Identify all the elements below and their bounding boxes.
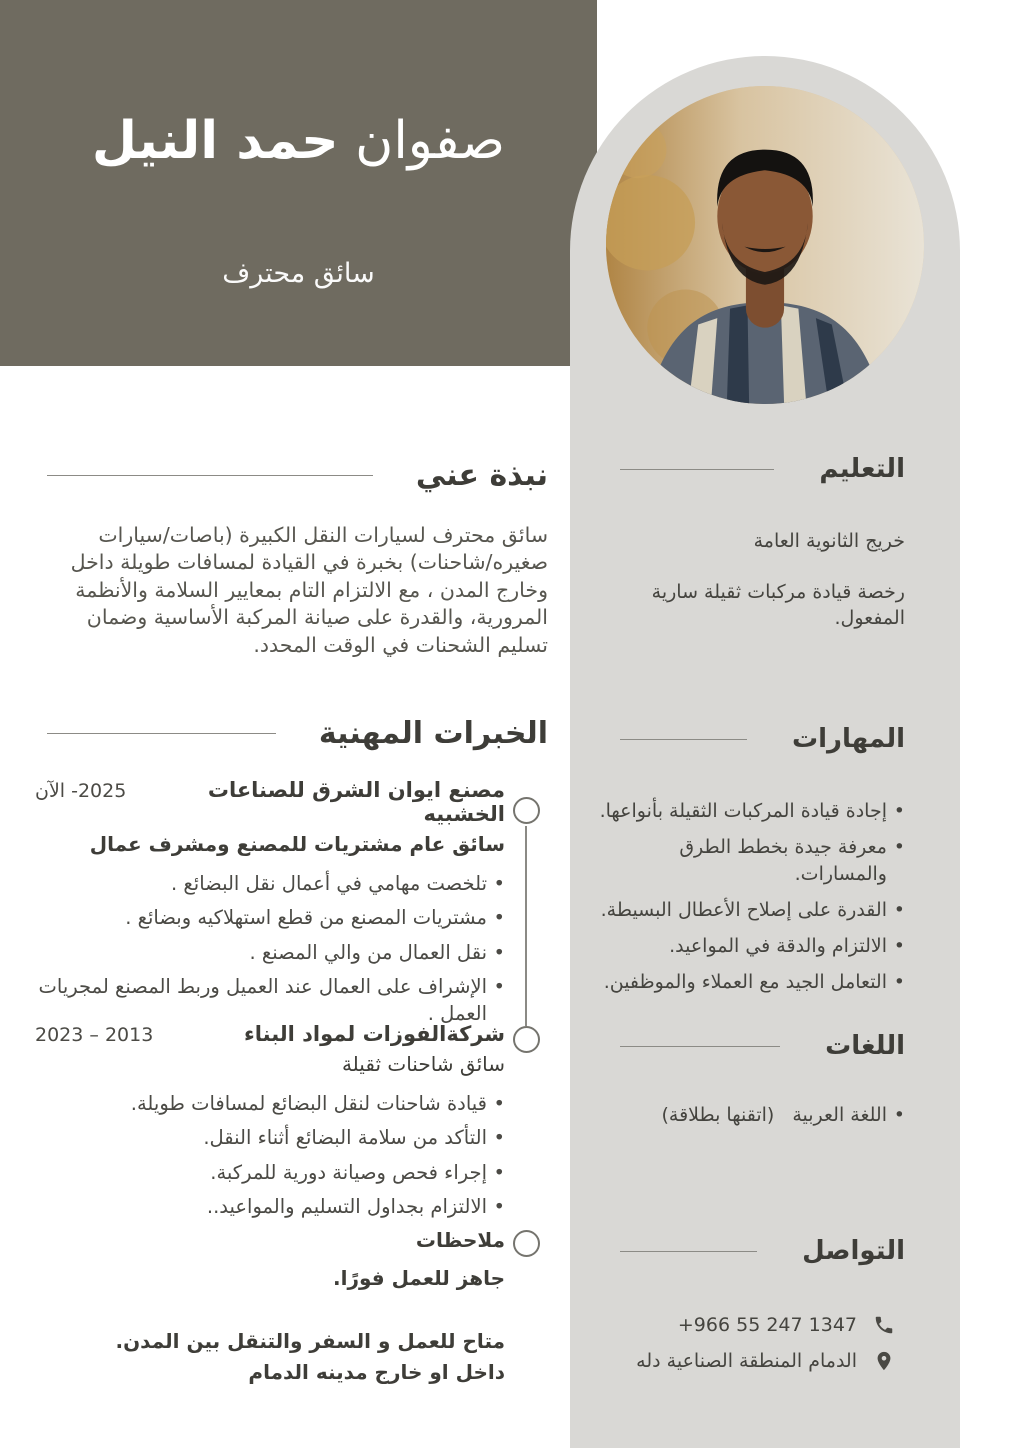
candidate-last-name: حمد النيل — [91, 111, 339, 171]
job1-role: سائق عام مشتريات للمصنع ومشرف عمال — [89, 832, 505, 856]
job1-duty: • تلخصت مهامي في أعمال نقل البضائع . — [35, 870, 505, 897]
skills-list — [598, 798, 905, 996]
job1-duties-list — [35, 870, 505, 1027]
about-title: نبذة عني — [415, 458, 548, 493]
language-name: • اللغة العربية — [792, 1104, 905, 1126]
sidebar — [570, 56, 960, 1448]
notes-mobility — [35, 1326, 505, 1388]
education-item: خريج الثانوية العامة — [753, 530, 905, 552]
job2-header — [35, 1022, 505, 1046]
address-text: الدمام المنطقة الصناعية دله — [636, 1350, 857, 1372]
language-item — [598, 1104, 905, 1126]
about-text: سائق محترف لسيارات النقل الكبيرة (باصات/سيارات صغيره/شاحنات) بخبرة في القيادة لمسافات طويلة داخل وخارج المدن ، مع الالتزام التام بمعايير السلامة والأنظمة المرورية، والقدرة على صيانة المركبة الأساسية وضمان تسليم الشحنات في الوقت المحدد. — [70, 523, 548, 657]
experience-entry-2 — [35, 1022, 505, 1227]
job2-company: شركةالفوزات لمواد البناء — [244, 1022, 505, 1046]
job1-duty: • الإشراف على العمال عند العميل وربط المصنع لمجريات العمل . — [35, 973, 505, 1028]
skills-section-header — [570, 724, 960, 754]
skills-section-body — [570, 798, 960, 1005]
profile-photo — [606, 86, 924, 404]
experience-rule — [47, 733, 276, 734]
job1-duty: • نقل العمال من والي المصنع . — [35, 939, 505, 966]
job2-duty: • التأكد من سلامة البضائع أثناء النقل. — [35, 1124, 505, 1151]
contact-address-row — [598, 1350, 905, 1372]
job2-dates: 2013 – 2023 — [35, 1024, 154, 1046]
job1-duty: • مشتريات المصنع من قطع استهلاكيه وبضائع . — [35, 904, 505, 931]
notes-mobility-line1: متاح للعمل و السفر والتنقل بين المدن. — [115, 1329, 505, 1353]
languages-title: اللغات — [825, 1031, 905, 1061]
education-section-body — [570, 528, 960, 656]
education-rule — [620, 469, 774, 470]
education-title: التعليم — [819, 454, 905, 484]
education-item: رخصة قيادة مركبات ثقيلة سارية المفعول. — [651, 580, 905, 630]
contact-title: التواصل — [802, 1236, 905, 1266]
job2-role: سائق شاحنات ثقيلة — [341, 1052, 505, 1076]
profile-photo-illustration — [606, 86, 924, 404]
skills-title: المهارات — [791, 724, 905, 754]
phone-number: +966 55 247 1347 — [677, 1314, 857, 1336]
contact-rule — [620, 1251, 757, 1252]
timeline-node-job2 — [513, 1026, 540, 1053]
candidate-first-name: صفوان — [355, 111, 506, 171]
skill-item: • الالتزام والدقة في المواعيد. — [598, 933, 905, 960]
header-block — [0, 0, 597, 366]
phone-icon — [873, 1314, 895, 1336]
job2-duty: • الالتزام بجداول التسليم والمواعيد.. — [35, 1193, 505, 1220]
job2-duty: • قيادة شاحنات لنقل البضائع لمسافات طويلة. — [35, 1090, 505, 1117]
skill-item: • معرفة جيدة بخطط الطرق والمسارات. — [598, 834, 905, 888]
contact-section-header — [570, 1236, 960, 1266]
candidate-name — [0, 112, 597, 172]
experience-section-header — [35, 716, 548, 751]
notes-title: ملاحظات — [415, 1228, 505, 1252]
job2-duty: • إجراء فحص وصيانة دورية للمركبة. — [35, 1159, 505, 1186]
language-level: (اتقنها بطلاقة) — [661, 1104, 775, 1126]
education-section-header — [570, 454, 960, 484]
skill-item: • التعامل الجيد مع العملاء والموظفين. — [598, 969, 905, 996]
job1-company: مصنع ايوان الشرق للصناعات الخشبيه — [207, 778, 505, 826]
timeline-node-job1 — [513, 797, 540, 824]
location-icon — [873, 1350, 895, 1372]
experience-title: الخبرات المهنية — [318, 716, 548, 751]
timeline-node-notes — [513, 1230, 540, 1257]
notes-availability: جاهز للعمل فورًا. — [333, 1266, 505, 1290]
contact-phone-row — [598, 1314, 905, 1336]
notes-mobility-line2: داخل او خارج مدينه الدمام — [248, 1360, 505, 1384]
skills-rule — [620, 739, 747, 740]
about-rule — [47, 475, 373, 476]
languages-section-header — [570, 1031, 960, 1061]
job-title: سائق محترف — [222, 258, 375, 289]
experience-entry-1 — [35, 778, 505, 1034]
about-section-header — [35, 458, 548, 493]
notes-section — [35, 1228, 505, 1388]
job1-dates: 2025- الآن — [35, 780, 127, 802]
skill-item: • إجادة قيادة المركبات الثقيلة بأنواعها. — [598, 798, 905, 825]
job2-duties-list — [35, 1090, 505, 1220]
skill-item: • القدرة على إصلاح الأعطال البسيطة. — [598, 897, 905, 924]
languages-rule — [620, 1046, 780, 1047]
languages-section-body — [570, 1104, 960, 1126]
job1-header — [35, 778, 505, 826]
timeline-connector — [525, 826, 527, 1026]
contact-section-body — [570, 1314, 960, 1386]
